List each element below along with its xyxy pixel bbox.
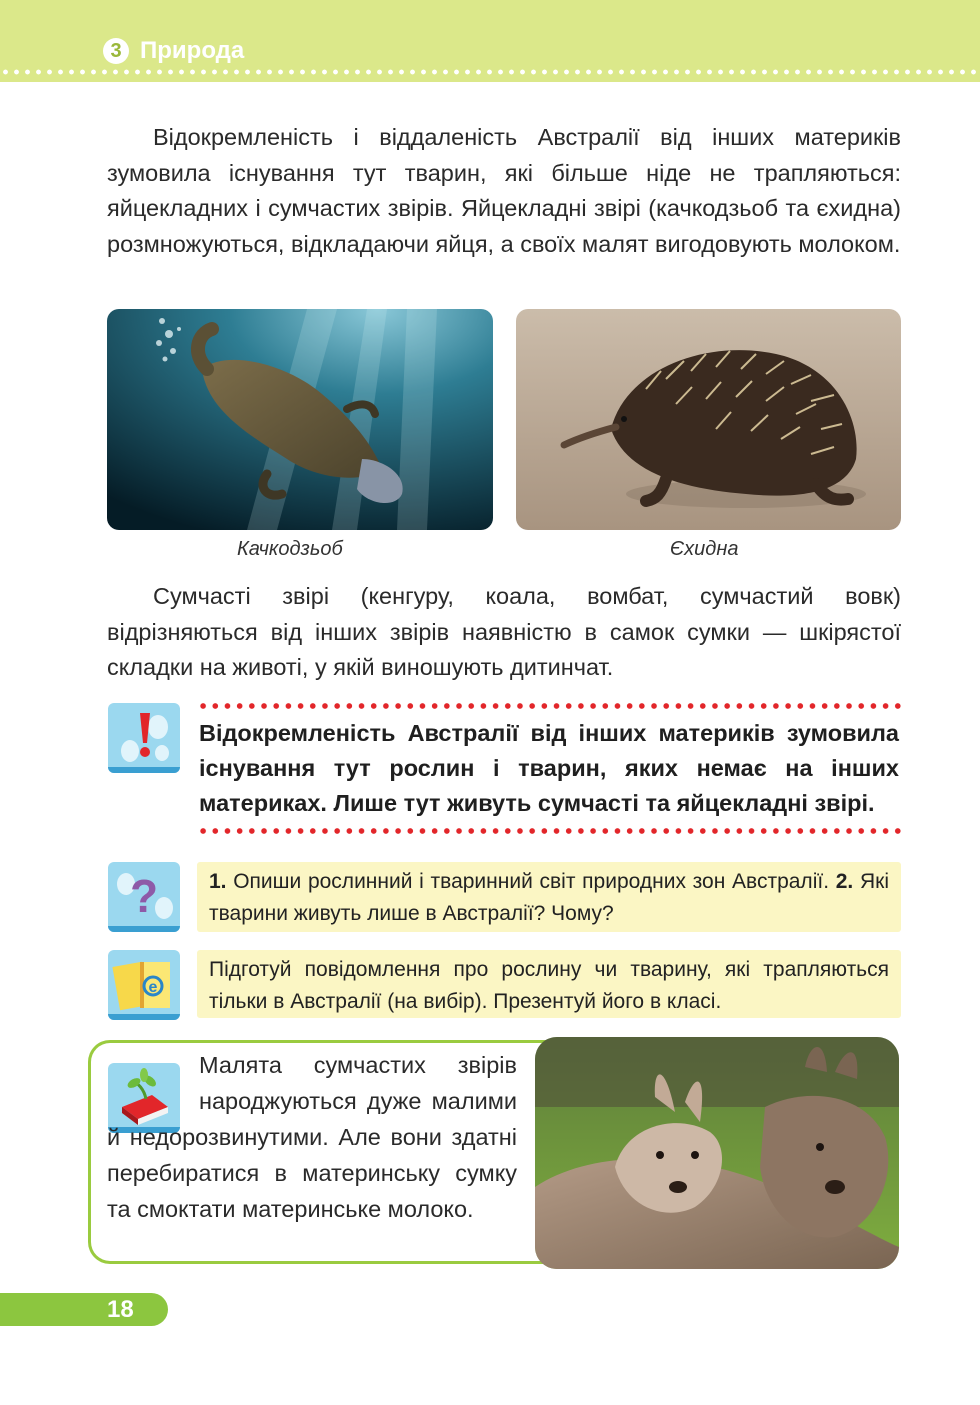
echidna-photo [516,309,901,530]
page-number-tab [0,1293,168,1326]
question-2-text: Які тварини живуть лише в Австралії? Чому? [209,870,889,925]
svg-text:e: e [148,979,158,996]
key-statement-top-dots [197,702,903,710]
questions-box [197,862,901,932]
project-task-text: Підготуй повідомлення про рослину чи тварину, які трапляються тільки в Австралії (на вибір). Презентуй його в класі. [209,958,889,1013]
fun-fact-text [107,1047,517,1227]
key-statement-bottom-dots [197,827,903,835]
project-task-box [197,950,901,1018]
intro-paragraph [107,120,901,262]
intro-paragraph-text: Відокремленість і віддаленість Австралії від інших материків зумовила існування тут тварин, які більше ніде не трапляються: яйцекладних і сумчастих звірів. Яйцекладні звірі (качкодзьоб та єхидна) розмножуються, відкладаючи яйця, а своїх малят вигодовують молоком. [107,124,901,257]
marsupials-paragraph-text: Сумчасті звірі (кенгуру, коала, вомбат, сумчастий вовк) відрізняються від інших звірів наявністю в самок сумки — шкірястої складки на животі, у якій виношують дитинчат. [107,583,901,680]
header-dotted-divider [0,69,980,75]
section-title: Природа [140,37,245,64]
platypus-caption: Качкодзьоб [237,538,343,560]
exclamation-icon [108,703,180,773]
page-number: 18 [107,1296,134,1323]
svg-text:?: ? [129,870,159,922]
fun-fact-body: Малята сумчастих звірів народжуються дуже малими й недорозвинутими. Але вони здатні перебиратися в материнську сумку та смоктати материнське молоко. [107,1052,517,1222]
question-1-text: Опиши рослинний і тваринний світ природних зон Австралії. [226,870,836,893]
internet-book-icon [108,950,180,1020]
echidna-caption: Єхидна [670,538,739,560]
section-number-badge: 3 [103,38,129,64]
key-statement: Відокремленість Австралії від інших материків зумовила існування тут рослин і тварин, яких немає на інших материках. Лише тут живуть сумчасті та яйцекладні звірі. [199,720,899,816]
kangaroo-photo [535,1037,899,1269]
marsupials-paragraph [107,579,901,686]
question-2-number: 2. [835,870,854,893]
question-1-number: 1. [209,870,227,893]
platypus-photo [107,309,493,530]
question-icon [108,862,180,932]
